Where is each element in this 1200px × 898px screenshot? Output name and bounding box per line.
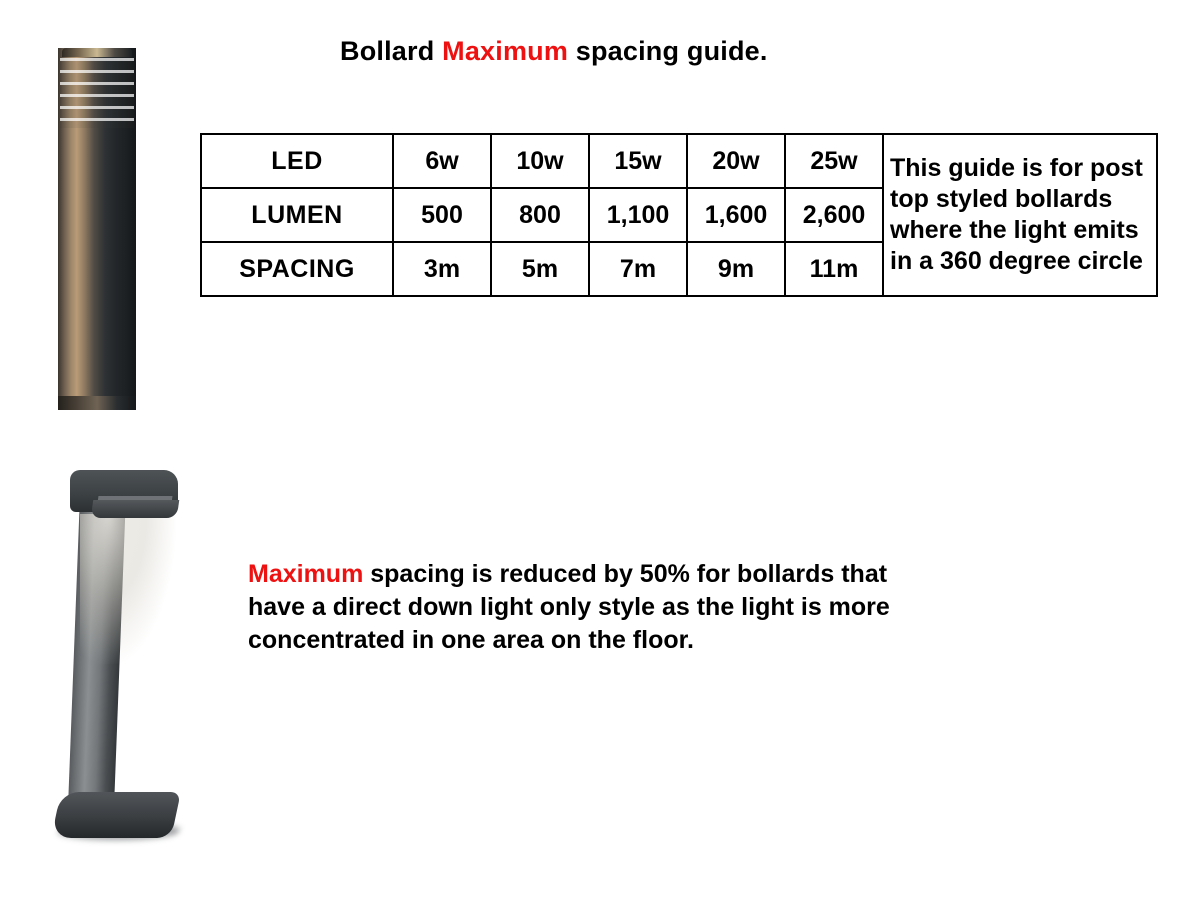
cell-spacing-15w: 7m [589, 242, 687, 296]
cell-spacing-10w: 5m [491, 242, 589, 296]
cell-lumen-10w: 800 [491, 188, 589, 242]
cell-lumen-25w: 2,600 [785, 188, 883, 242]
bollard-column [68, 496, 126, 806]
row-header-led: LED [201, 134, 393, 188]
page-title [340, 36, 768, 67]
bollard-base [58, 396, 136, 410]
page-title-highlight: Maximum [442, 36, 569, 66]
paragraph-highlight: Maximum [248, 560, 364, 588]
cell-spacing-6w: 3m [393, 242, 491, 296]
cell-spacing-20w: 9m [687, 242, 785, 296]
bollard-base-plate [51, 792, 181, 838]
cell-lumen-15w: 1,100 [589, 188, 687, 242]
cell-led-25w: 25w [785, 134, 883, 188]
bollard-louvres [60, 58, 134, 128]
cell-led-20w: 20w [687, 134, 785, 188]
page-title-before: Bollard [340, 36, 443, 66]
spacing-guide-table [200, 133, 1158, 297]
cell-led-10w: 10w [491, 134, 589, 188]
post-top-bollard-image [58, 48, 136, 410]
paragraph-rest: spacing is reduced by 50% for bollards that have a direct down light only style as the light is more concentrated in one area on the floor. [248, 560, 890, 654]
cell-led-6w: 6w [393, 134, 491, 188]
cell-lumen-20w: 1,600 [687, 188, 785, 242]
cell-led-15w: 15w [589, 134, 687, 188]
spacing-note-paragraph [248, 558, 928, 657]
bollard-head-lip [91, 500, 180, 518]
table-note: This guide is for post top styled bollards where the light emits in a 360 degree circle [883, 134, 1157, 296]
cell-spacing-25w: 11m [785, 242, 883, 296]
table-row [201, 134, 1157, 188]
row-header-lumen: LUMEN [201, 188, 393, 242]
down-light-bollard-image [36, 470, 221, 850]
cell-lumen-6w: 500 [393, 188, 491, 242]
spacing-guide-table-wrapper [200, 133, 1158, 297]
bollard-cap [62, 48, 132, 57]
page-title-after: spacing guide. [568, 36, 768, 66]
row-header-spacing: SPACING [201, 242, 393, 296]
